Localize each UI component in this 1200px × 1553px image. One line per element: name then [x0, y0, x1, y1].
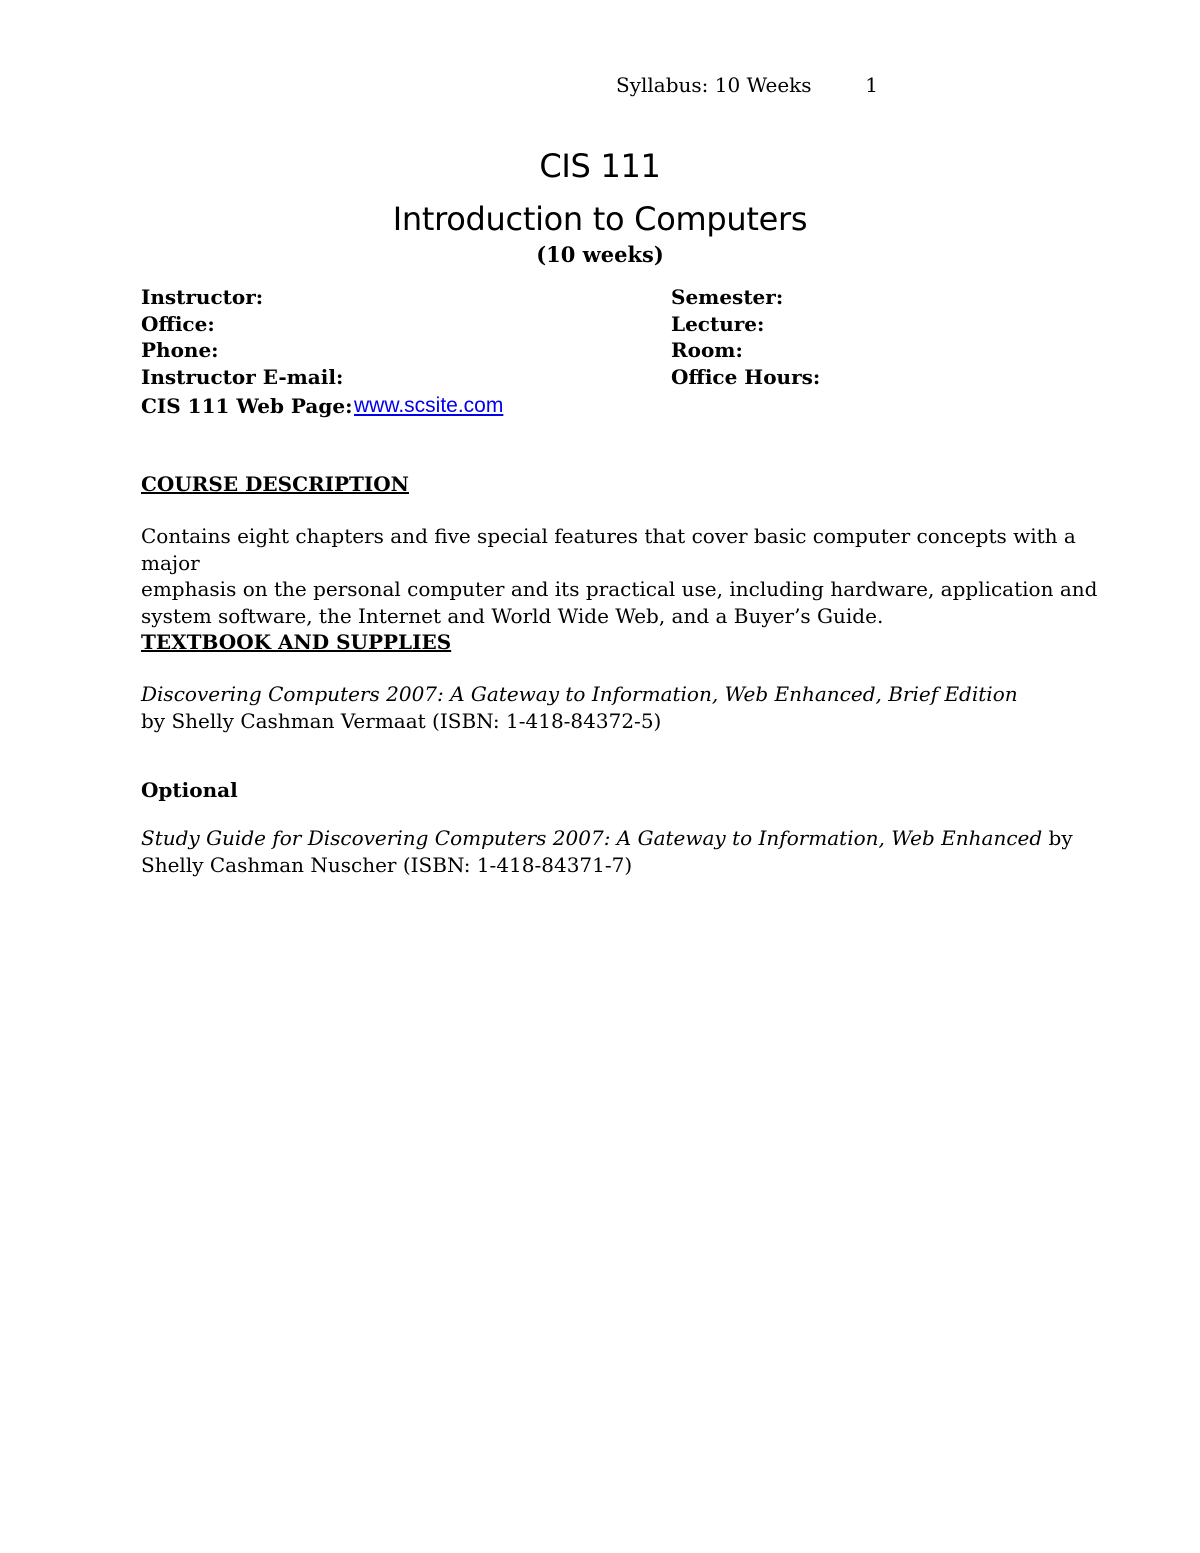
optional-by: by [1042, 826, 1073, 850]
course-duration: (10 weeks) [536, 242, 664, 267]
course-info [141, 284, 1101, 422]
room-label: Room: [671, 338, 743, 362]
info-row [141, 311, 1101, 338]
web-page-link[interactable]: www.scsite.com [354, 394, 504, 417]
description-line: Contains eight chapters and five special features that cover basic computer concepts with a major [141, 524, 1076, 575]
header-label: Syllabus: 10 Weeks [616, 73, 812, 97]
description-line: system software, the Internet and World Wide Web, and a Buyer’s Guide. [141, 603, 884, 628]
description-line: emphasis on the personal computer and its practical use, including hardware, application and [141, 577, 1098, 601]
web-page-label: CIS 111 Web Page: [141, 394, 353, 418]
office-label: Office: [141, 311, 215, 336]
textbook-entry [141, 681, 1101, 734]
optional-title-line [141, 825, 1101, 852]
course-name: Introduction to Computers [392, 200, 808, 238]
optional-heading: Optional [141, 778, 238, 802]
phone-label: Phone: [141, 338, 219, 362]
info-row [141, 284, 1101, 311]
optional-byline: Shelly Cashman Nuscher (ISBN: 1-418-84371-7) [141, 852, 633, 877]
info-row [141, 337, 1101, 364]
page-number: 1 [865, 73, 878, 97]
textbook-byline: by Shelly Cashman Vermaat (ISBN: 1-418-84372-5) [141, 708, 662, 733]
optional-entry [141, 825, 1101, 878]
course-description-heading: COURSE DESCRIPTION [141, 472, 409, 496]
email-label: Instructor E-mail: [141, 364, 344, 389]
title-block [0, 146, 1200, 269]
lecture-label: Lecture: [671, 311, 765, 336]
textbook-title: Discovering Computers 2007: A Gateway to Information, Web Enhanced, Brief Edition [141, 682, 1018, 706]
instructor-label: Instructor: [141, 285, 264, 309]
textbook-heading: TEXTBOOK AND SUPPLIES [141, 630, 452, 654]
semester-label: Semester: [671, 285, 784, 309]
office-hours-label: Office Hours: [671, 364, 821, 389]
info-row [141, 364, 1101, 391]
course-code: CIS 111 [539, 147, 661, 185]
web-page-row [141, 390, 1101, 422]
optional-title: Study Guide for Discovering Computers 2007: A Gateway to Information, Web Enhanced [141, 826, 1043, 850]
course-description-text [141, 523, 1101, 629]
